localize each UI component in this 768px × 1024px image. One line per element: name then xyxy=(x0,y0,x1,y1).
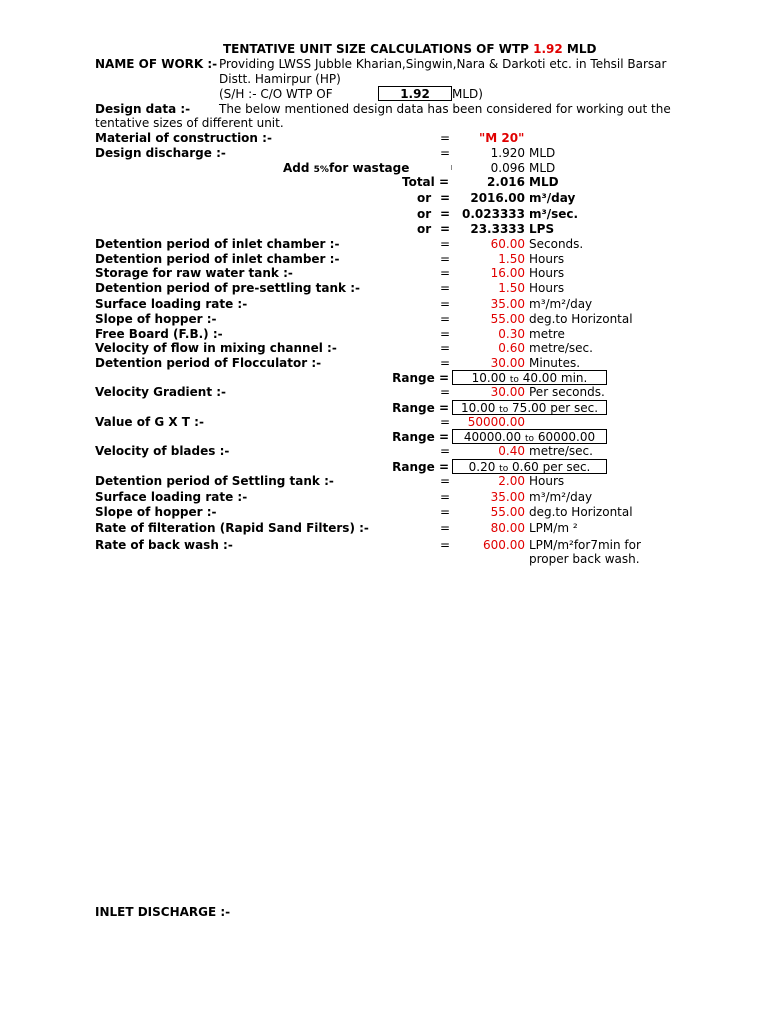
storage-unit: Hours xyxy=(529,266,565,280)
total-unit: MLD xyxy=(529,175,559,189)
title-capacity: 1.92 xyxy=(533,42,563,56)
name-of-work-line2: Distt. Hamirpur (HP) xyxy=(219,72,341,86)
range4-label: Range = xyxy=(392,460,449,474)
presettling-value: 1.50 xyxy=(498,281,525,295)
settling-unit: Hours xyxy=(529,474,565,488)
material-eq: = xyxy=(440,131,451,145)
inlet-hours-value: 1.50 xyxy=(498,252,525,266)
surface2-label: Surface loading rate :- xyxy=(95,490,248,504)
discharge-eq: = xyxy=(440,146,451,160)
or3-eq: = xyxy=(440,222,451,236)
hopper2-eq: = xyxy=(440,505,451,519)
surface2-value: 35.00 xyxy=(490,490,525,504)
flocculator-unit: Minutes. xyxy=(529,356,581,370)
gradient-eq: = xyxy=(440,385,451,399)
gradient-unit: Per seconds. xyxy=(529,385,605,399)
wastage-unit: MLD xyxy=(529,161,556,175)
freeboard-value: 0.30 xyxy=(498,327,525,341)
storage-value: 16.00 xyxy=(490,266,525,280)
freeboard-unit: metre xyxy=(529,327,565,341)
backwash-eq: = xyxy=(440,538,451,552)
design-data-label: Design data :- xyxy=(95,102,191,116)
flocculator-value: 30.00 xyxy=(490,356,525,370)
inlet-discharge-label: INLET DISCHARGE :- xyxy=(95,905,231,919)
blades-value: 0.40 xyxy=(498,444,525,458)
hopper2-unit: deg.to Horizontal xyxy=(529,505,633,519)
inlet-seconds-label: Detention period of inlet chamber :- xyxy=(95,237,340,251)
settling-value: 2.00 xyxy=(498,474,525,488)
title-suffix: MLD xyxy=(562,42,597,56)
mixing-label: Velocity of flow in mixing channel :- xyxy=(95,341,337,355)
surface1-value: 35.00 xyxy=(490,297,525,311)
discharge-label: Design discharge :- xyxy=(95,146,226,160)
or2-unit: m³/sec. xyxy=(529,207,579,221)
total-value: 2.016 xyxy=(487,175,525,189)
storage-label: Storage for raw water tank :- xyxy=(95,266,293,280)
surface1-eq: = xyxy=(440,297,451,311)
backwash-unit-line1: LPM/m²for7min for xyxy=(529,538,641,552)
material-value: "M 20" xyxy=(479,131,525,145)
hopper1-unit: deg.to Horizontal xyxy=(529,312,633,326)
hopper1-label: Slope of hopper :- xyxy=(95,312,217,326)
settling-label: Detention period of Settling tank :- xyxy=(95,474,334,488)
wastage-label: Add 5%for wastage xyxy=(283,161,410,175)
blades-label: Velocity of blades :- xyxy=(95,444,230,458)
mixing-eq: = xyxy=(440,341,451,355)
storage-eq: = xyxy=(440,266,451,280)
filtration-unit: LPM/m ² xyxy=(529,521,578,535)
discharge-value: 1.920 xyxy=(490,146,525,160)
blades-eq: = xyxy=(440,444,451,458)
presettling-eq: = xyxy=(440,281,451,295)
filtration-eq: = xyxy=(440,521,451,535)
or3-value: 23.3333 xyxy=(470,222,525,236)
gradient-label: Velocity Gradient :- xyxy=(95,385,227,399)
freeboard-label: Free Board (F.B.) :- xyxy=(95,327,223,341)
page-title xyxy=(223,42,596,56)
gxt-value: 50000.00 xyxy=(467,415,525,429)
backwash-value: 600.00 xyxy=(483,538,525,552)
range3-label: Range = xyxy=(392,430,449,444)
gxt-eq: = xyxy=(440,415,451,429)
settling-eq: = xyxy=(440,474,451,488)
surface2-unit: m³/m²/day xyxy=(529,490,593,504)
or2-value: 0.023333 xyxy=(461,207,525,221)
or3-unit: LPS xyxy=(529,222,555,236)
or3-label: or xyxy=(417,222,432,236)
surface1-label: Surface loading rate :- xyxy=(95,297,248,311)
presettling-label: Detention period of pre-settling tank :- xyxy=(95,281,360,295)
flocculator-label: Detention period of Flocculator :- xyxy=(95,356,322,370)
design-data-line1: The below mentioned design data has been considered for working out the xyxy=(219,102,671,116)
or1-eq: = xyxy=(440,191,451,205)
backwash-unit-line2: proper back wash. xyxy=(529,552,640,566)
name-of-work-label: NAME OF WORK :- xyxy=(95,57,218,71)
sh-value: 1.92 xyxy=(400,87,430,101)
or1-value: 2016.00 xyxy=(470,191,525,205)
range2-text: 10.00 to 75.00 per sec. xyxy=(460,401,599,415)
wastage-value: 0.096 xyxy=(490,161,525,175)
design-data-line2: tentative sizes of different unit. xyxy=(95,116,284,130)
or1-unit: m³/day xyxy=(529,191,576,205)
hopper1-value: 55.00 xyxy=(490,312,525,326)
discharge-unit: MLD xyxy=(529,146,556,160)
freeboard-eq: = xyxy=(440,327,451,341)
range2-label: Range = xyxy=(392,401,449,415)
range4-text: 0.20 to 0.60 per sec. xyxy=(468,460,591,474)
name-of-work-line1: Providing LWSS Jubble Kharian,Singwin,Nara & Darkoti etc. in Tehsil Barsar xyxy=(219,57,667,71)
blades-unit: metre/sec. xyxy=(529,444,593,458)
range1-text: 10.00 to 40.00 min. xyxy=(471,371,588,385)
filtration-label: Rate of filteration (Rapid Sand Filters) :- xyxy=(95,521,369,535)
total-label: Total = xyxy=(401,175,449,189)
hopper1-eq: = xyxy=(440,312,451,326)
inlet-hours-eq: = xyxy=(440,252,451,266)
gxt-label: Value of G X T :- xyxy=(95,415,204,429)
surface1-unit: m³/m²/day xyxy=(529,297,593,311)
or2-label: or xyxy=(417,207,432,221)
backwash-label: Rate of back wash :- xyxy=(95,538,233,552)
sh-suffix: MLD) xyxy=(452,87,483,101)
or1-label: or xyxy=(417,191,432,205)
hopper2-value: 55.00 xyxy=(490,505,525,519)
presettling-unit: Hours xyxy=(529,281,565,295)
range1-label: Range = xyxy=(392,371,449,385)
title-prefix: TENTATIVE UNIT SIZE CALCULATIONS OF WTP xyxy=(223,42,534,56)
or2-eq: = xyxy=(440,207,451,221)
inlet-seconds-unit: Seconds. xyxy=(529,237,584,251)
inlet-hours-label: Detention period of inlet chamber :- xyxy=(95,252,340,266)
gradient-value: 30.00 xyxy=(490,385,525,399)
mixing-unit: metre/sec. xyxy=(529,341,593,355)
hopper2-label: Slope of hopper :- xyxy=(95,505,217,519)
mixing-value: 0.60 xyxy=(498,341,525,355)
range3-text: 40000.00 to 60000.00 xyxy=(463,430,596,444)
flocculator-eq: = xyxy=(440,356,451,370)
inlet-hours-unit: Hours xyxy=(529,252,565,266)
material-label: Material of construction :- xyxy=(95,131,272,145)
inlet-seconds-value: 60.00 xyxy=(490,237,525,251)
sh-prefix: (S/H :- C/O WTP OF xyxy=(219,87,333,101)
inlet-seconds-eq: = xyxy=(440,237,451,251)
surface2-eq: = xyxy=(440,490,451,504)
wastage-percent: 5% xyxy=(313,165,329,175)
filtration-value: 80.00 xyxy=(490,521,525,535)
